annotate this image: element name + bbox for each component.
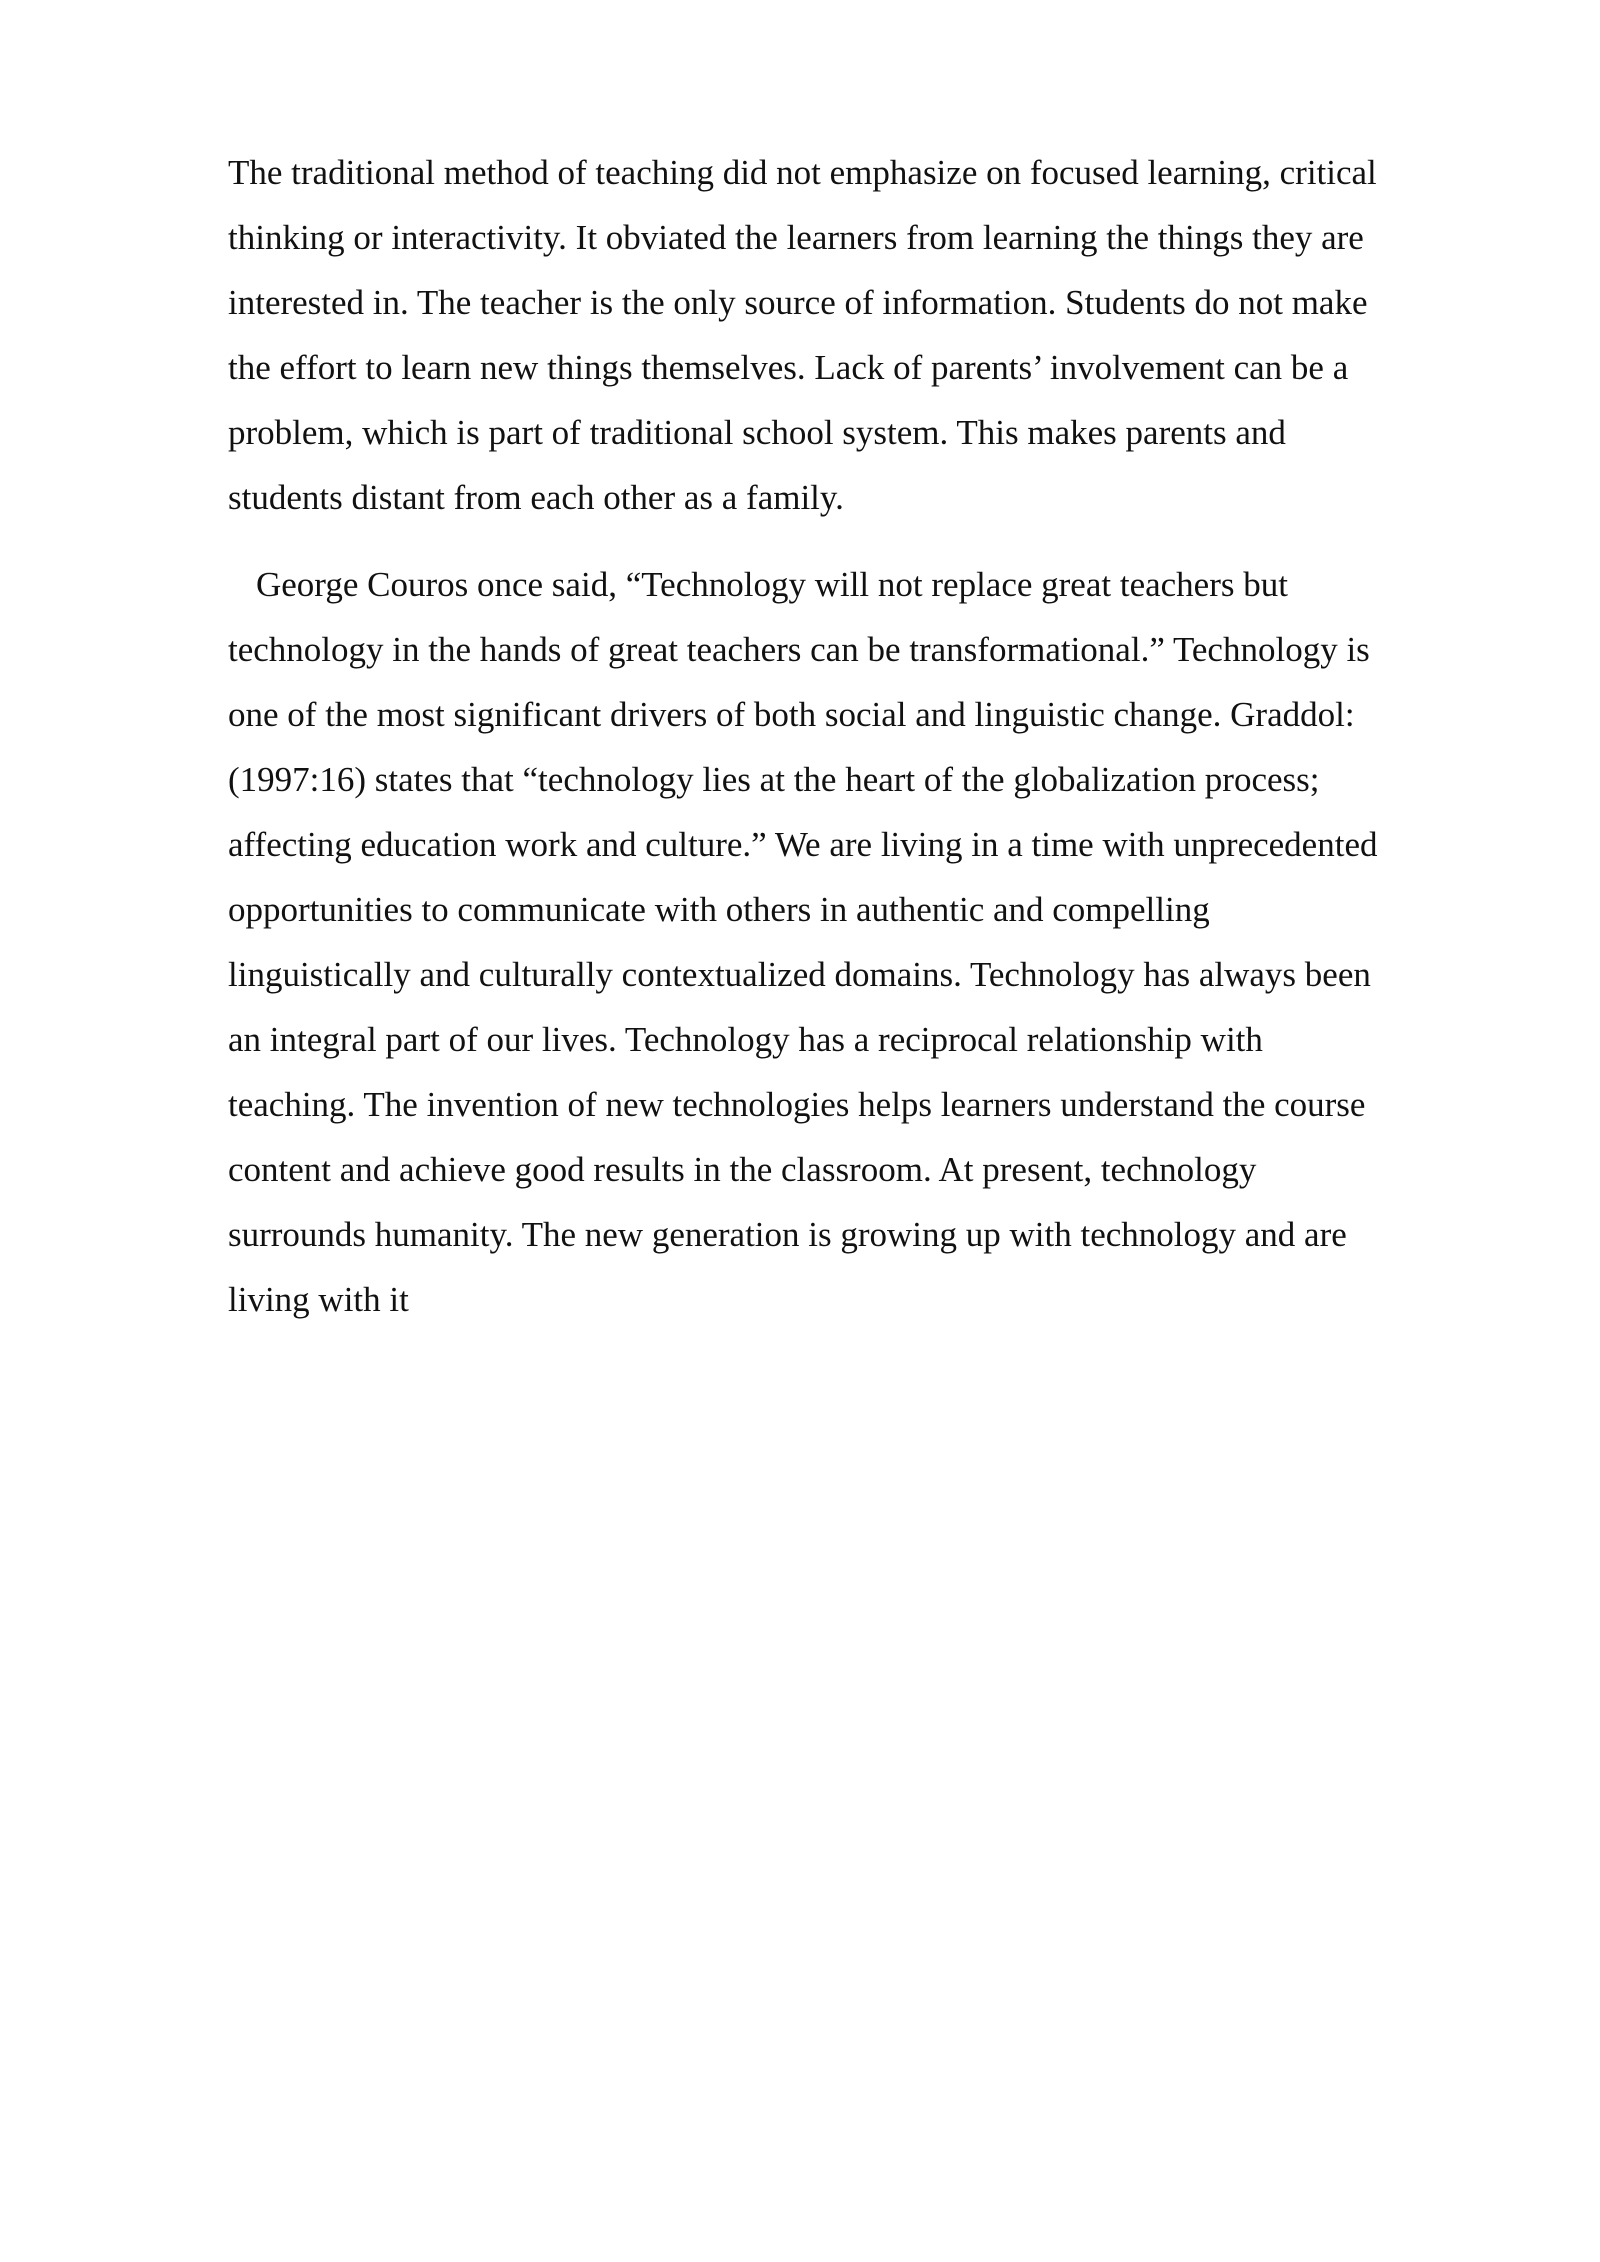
text-line: technology in the hands of great teachers can be transformational.” Technology is: [228, 630, 1370, 669]
text-line: an integral part of our lives. Technology has a reciprocal relationship with: [228, 1020, 1263, 1059]
paragraph-traditional-teaching: [228, 140, 1488, 530]
text-line: the effort to learn new things themselves. Lack of parents’ involvement can be a: [228, 348, 1349, 387]
text-line: thinking or interactivity. It obviated the learners from learning the things they are: [228, 218, 1364, 257]
text-line: content and achieve good results in the classroom. At present, technology: [228, 1150, 1257, 1189]
text-line: interested in. The teacher is the only source of information. Students do not make: [228, 283, 1368, 322]
text-line: teaching. The invention of new technologies helps learners understand the course: [228, 1085, 1366, 1124]
text-line: surrounds humanity. The new generation is growing up with technology and are: [228, 1215, 1347, 1254]
text-line: problem, which is part of traditional school system. This makes parents and: [228, 413, 1286, 452]
text-line: opportunities to communicate with others in authentic and compelling: [228, 890, 1210, 929]
text-line: students distant from each other as a family.: [228, 478, 844, 517]
text-line: living with it: [228, 1280, 409, 1319]
text-line: affecting education work and culture.” We are living in a time with unprecedented: [228, 825, 1378, 864]
text-line-first: [228, 552, 1488, 617]
text-line: The traditional method of teaching did not emphasize on focused learning, critical: [228, 153, 1377, 192]
text-line: (1997:16) states that “technology lies at the heart of the globalization process;: [228, 760, 1320, 799]
text-line: linguistically and culturally contextualized domains. Technology has always been: [228, 955, 1371, 994]
text-line: one of the most significant drivers of both social and linguistic change. Graddol:: [228, 695, 1355, 734]
paragraph-technology-teaching: [228, 552, 1488, 1332]
text-line-first-content: George Couros once said, “Technology will not replace great teachers but: [256, 565, 1288, 604]
document-body: [228, 140, 1488, 1332]
